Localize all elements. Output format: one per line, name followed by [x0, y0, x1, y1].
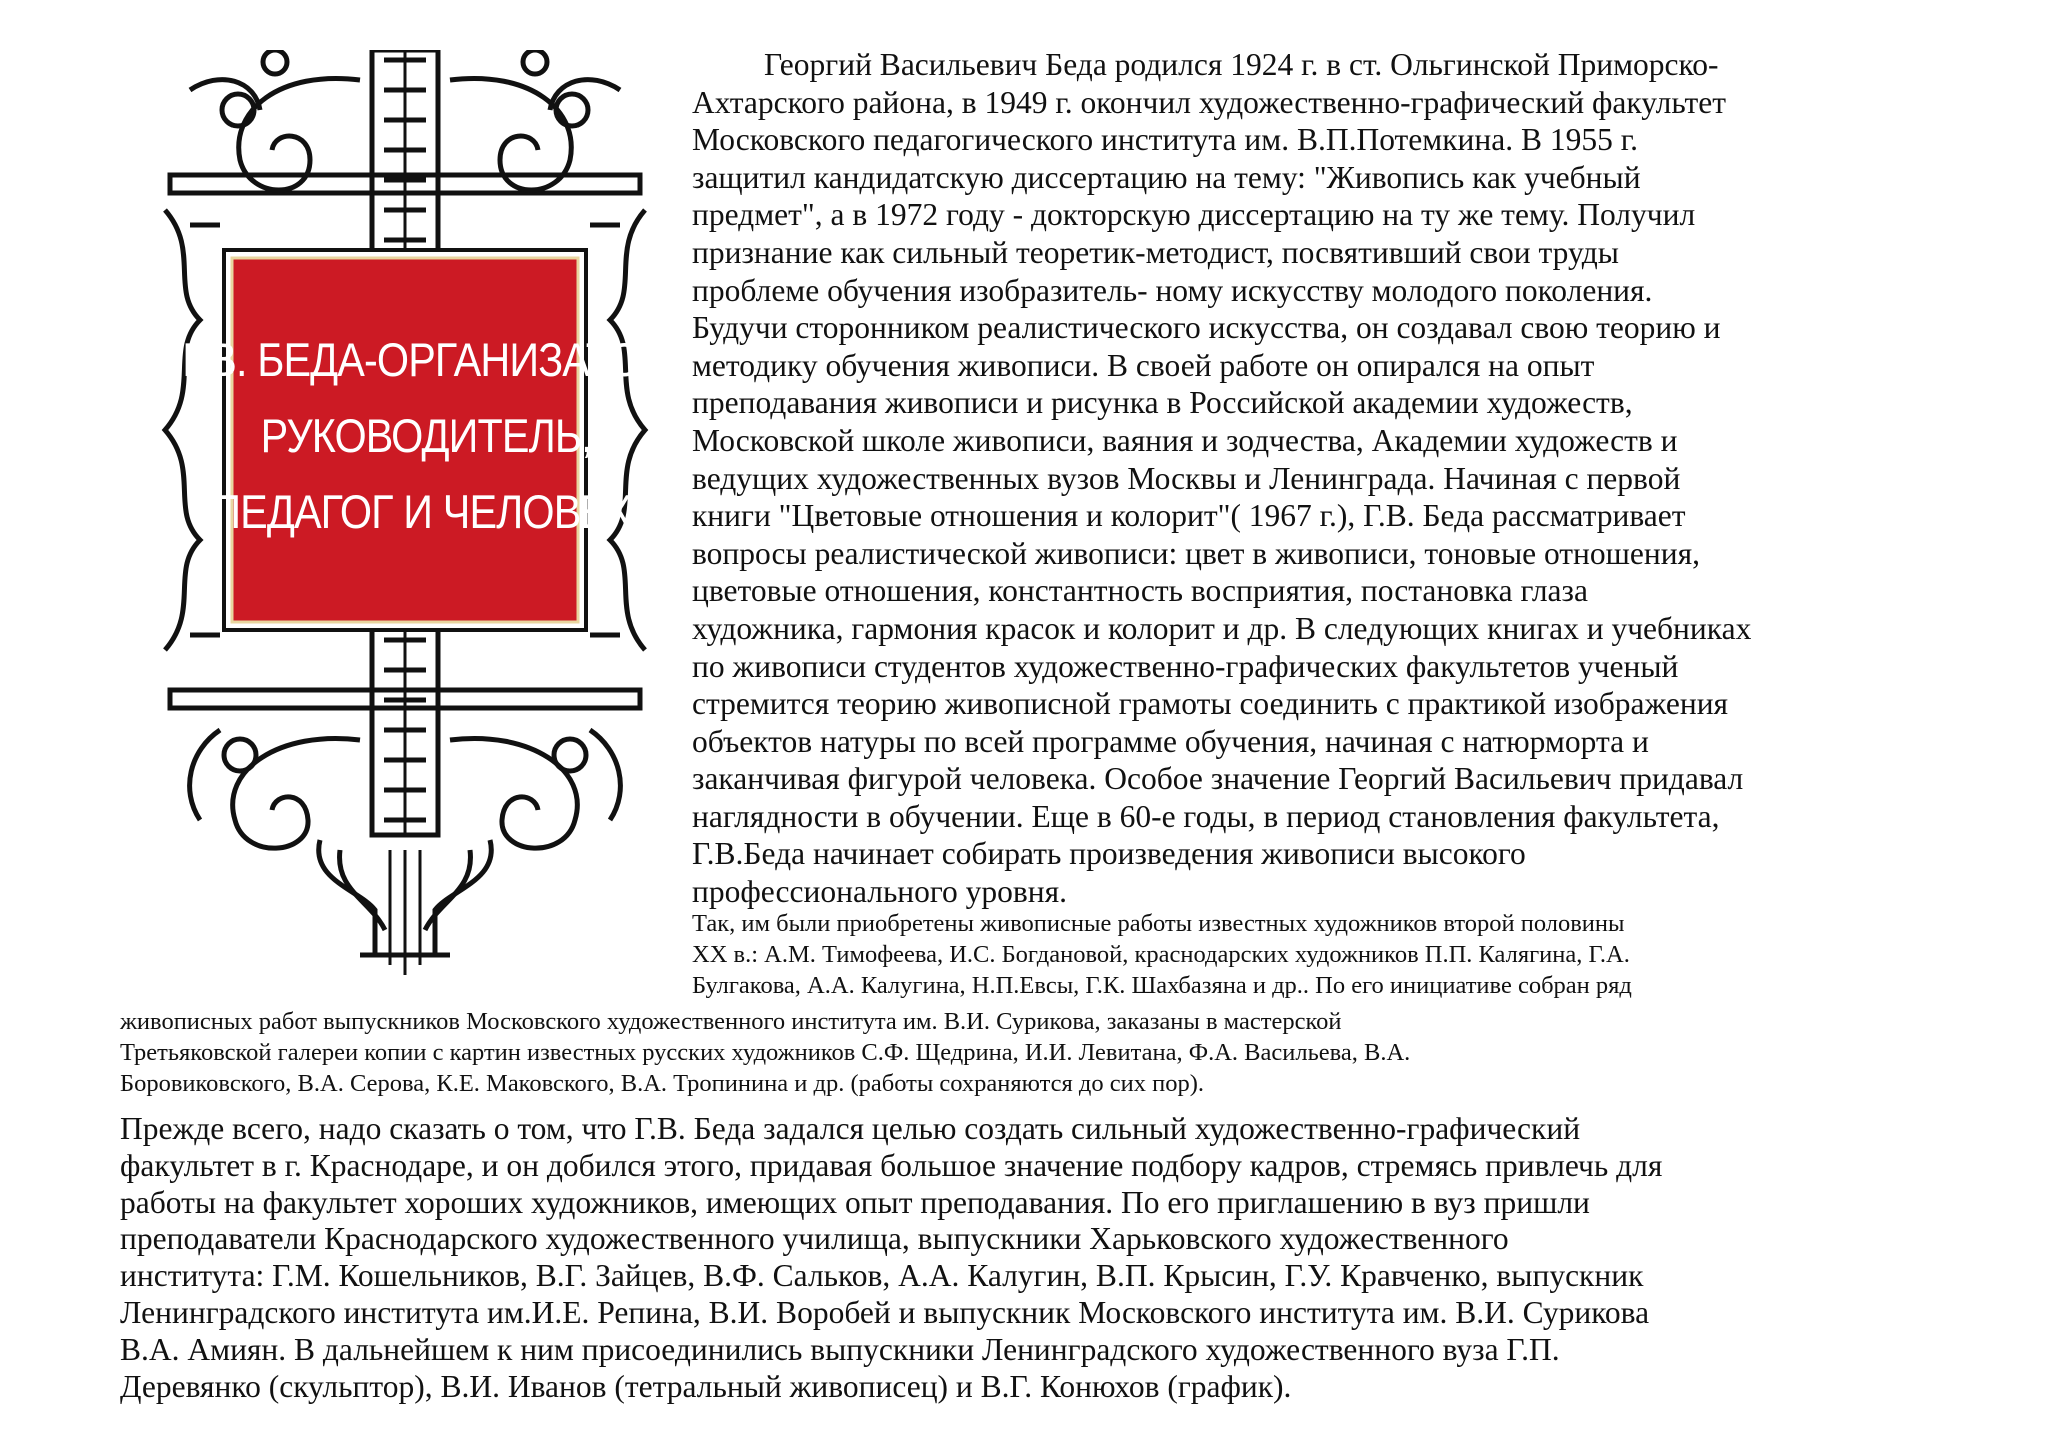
text-line: заканчивая фигурой человека. Особое значение Георгий Васильевич придавал: [692, 761, 1744, 797]
text-line: Ахтарского района, в 1949 г. окончил художественно-графический факультет: [692, 84, 1727, 120]
text-line: объектов натуры по всей программе обучения, начиная с натюрморта и: [692, 723, 1649, 759]
plaque-line-1: Г.В. БЕДА-ОРГАНИЗАТОР,: [182, 333, 670, 386]
text-line: Московской школе живописи, ваяния и зодчества, Академии художеств и: [692, 422, 1678, 458]
text-line: Ленинградского института им.И.Е. Репина, В.И. Воробей и выпускник Московского института им. В.И. Сурикова: [120, 1294, 1650, 1330]
text-line: живописных работ выпускников Московского художественного института им. В.И. Сурикова, заказаны в мастерской: [120, 1008, 1342, 1035]
text-line: Будучи сторонником реалистического искусства, он создавал свою теорию и: [692, 310, 1721, 346]
text-line: Так, им были приобретены живописные работы известных художников второй половины: [692, 910, 1625, 937]
text-line: XX в.: А.М. Тимофеева, И.С. Богдановой, краснодарских художников П.П. Калягина, Г.А.: [692, 941, 1630, 968]
plaque-line-3: ПЕДАГОГ И ЧЕЛОВЕК.: [211, 485, 641, 538]
text-line: ведущих художественных вузов Москвы и Ленинграда. Начиная с первой: [692, 460, 1681, 496]
text-line: художника, гармония красок и колорит и др. В следующих книгах и учебниках: [692, 610, 1752, 646]
text-line: стремится теорию живописной грамоты соединить с практикой изображения: [692, 686, 1729, 722]
text-line: работы на факультет хороших художников, имеющих опыт преподавания. По его приглашению в вуз пришли: [120, 1184, 1590, 1220]
text-line: Булгакова, А.А. Калугина, Н.П.Евсы, Г.К. Шахбазяна и др.. По его инициативе собран ряд: [692, 972, 1632, 999]
text-line: наглядности в обучении. Еще в 60-е годы, в период становления факультета,: [692, 798, 1720, 834]
plaque-line-2: РУКОВОДИТЕЛЬ,: [260, 409, 592, 462]
text-line: Деревянко (скульптор), В.И. Иванов (тетральный живописец) и В.Г. Конюхов (график).: [120, 1368, 1292, 1404]
text-line: Московского педагогического института им. В.П.Потемкина. В 1955 г.: [692, 122, 1638, 158]
text-line: книги "Цветовые отношения и колорит"( 1967 г.), Г.В. Беда рассматривает: [692, 498, 1686, 534]
text-line: Георгий Васильевич Беда родился 1924 г. в ст. Ольгинской Приморско-: [764, 47, 1719, 82]
text-line: Третьяковской галереи копии с картин известных русских художников С.Ф. Щедрина, И.И. Левитана, Ф.А. Васильева, В.А.: [120, 1039, 1411, 1066]
acquisitions-paragraph: [692, 908, 1892, 1001]
text-line: института: Г.М. Кошельников, В.Г. Зайцев, В.Ф. Сальков, А.А. Калугин, В.П. Крысин, Г.У. Кравченко, выпускник: [120, 1258, 1644, 1294]
text-line: преподаватели Краснодарского художественного училища, выпускники Харьковского художественного: [120, 1221, 1509, 1257]
title-plaque: [182, 262, 670, 610]
text-line: вопросы реалистической живописи: цвет в живописи, тоновые отношения,: [692, 535, 1700, 571]
text-line: преподавания живописи и рисунка в Российской академии художеств,: [692, 385, 1633, 421]
faculty-paragraph: [120, 1111, 1980, 1405]
text-line: методику обучения живописи. В своей работе он опирался на опыт: [692, 347, 1595, 383]
text-line: проблеме обучения изобразитель- ному искусству молодого поколения.: [692, 272, 1653, 308]
text-line: предмет", а в 1972 году - докторскую диссертацию на ту же тему. Получил: [692, 197, 1696, 233]
text-line: факультет в г. Краснодаре, и он добился этого, придавая большое значение подбору кадров, стремясь привлечь для: [120, 1147, 1663, 1183]
text-line: признание как сильный теоретик-методист, посвятивший свои труды: [692, 234, 1619, 270]
text-line: В.А. Амиян. В дальнейшем к ним присоединились выпускники Ленинградского художественного вуза Г.П.: [120, 1331, 1560, 1367]
biography-paragraph: [692, 46, 1962, 911]
text-line: Г.В.Беда начинает собирать произведения живописи высокого: [692, 836, 1526, 872]
text-line: Боровиковского, В.А. Серова, К.Е. Маковского, В.А. Тропинина и др. (работы сохраняются до сих пор).: [120, 1070, 1205, 1097]
text-line: защитил кандидатскую диссертацию на тему: "Живопись как учебный: [692, 159, 1641, 195]
text-line: цветовые отношения, константность восприятия, постановка глаза: [692, 573, 1588, 609]
collection-paragraph: [120, 1006, 1960, 1099]
text-line: Прежде всего, надо сказать о том, что Г.В. Беда задался целью создать сильный художественно-графический: [120, 1111, 1581, 1146]
text-line: профессионального уровня.: [692, 874, 1068, 910]
text-line: по живописи студентов художественно-графических факультетов ученый: [692, 648, 1679, 684]
